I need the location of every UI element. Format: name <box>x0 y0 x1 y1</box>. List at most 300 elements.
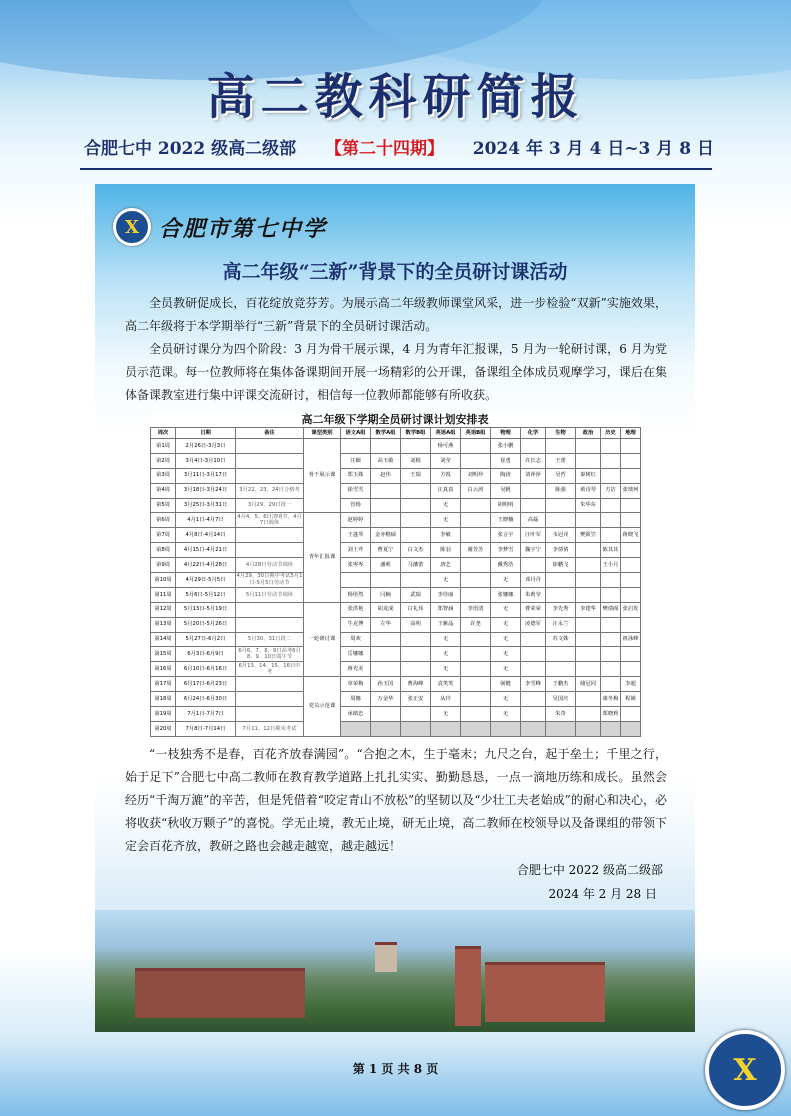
table-cell: 5月6日-5月12日 <box>176 587 236 602</box>
table-cell: 无 <box>491 707 521 722</box>
table-cell: 苏文姝 <box>546 632 576 647</box>
column-header: 课型类别 <box>304 428 341 439</box>
table-cell: 第10周 <box>151 573 176 588</box>
header-divider <box>80 168 712 170</box>
table-cell: 刘明珍 <box>461 468 491 483</box>
table-cell <box>491 721 521 736</box>
table-cell <box>621 439 641 454</box>
table-cell <box>236 677 304 692</box>
table-cell <box>341 721 371 736</box>
table-cell <box>521 558 546 573</box>
table-cell: 汪永兰 <box>546 617 576 632</box>
table-cell <box>546 439 576 454</box>
page-number: 第 1 页 共 8 页 <box>352 1062 439 1076</box>
table-row <box>151 558 641 573</box>
table-cell: 2月26日-3月3日 <box>176 439 236 454</box>
table-row <box>151 573 641 588</box>
table-cell <box>461 587 491 602</box>
table-cell <box>461 513 491 528</box>
table-cell: 凌德军 <box>521 617 546 632</box>
table-cell: 无 <box>491 647 521 662</box>
table-cell: 王小月 <box>601 558 621 573</box>
table-cell <box>371 439 401 454</box>
table-cell: 6月17日-6月23日 <box>176 677 236 692</box>
lesson-type-cell: 骨干展示课 <box>304 439 341 513</box>
table-cell <box>401 662 431 677</box>
table-cell <box>521 692 546 707</box>
table-cell: 第9周 <box>151 558 176 573</box>
table-cell: 朱莉莹 <box>521 587 546 602</box>
table-cell <box>371 513 401 528</box>
table-cell: 樊筱笠 <box>576 528 601 543</box>
table-cell: 白文杰 <box>401 543 431 558</box>
lesson-type-cell: 青年汇报课 <box>304 513 341 602</box>
column-header: 日期 <box>176 428 236 439</box>
table-cell <box>521 647 546 662</box>
table-cell: 周娜 <box>341 692 371 707</box>
table-cell <box>621 453 641 468</box>
table-cell: 4月29、30日期中考试5月1日-5月5日劳动节 <box>236 573 303 586</box>
table-cell: 李敏 <box>431 528 461 543</box>
table-cell <box>461 439 491 454</box>
table-cell: 第4周 <box>151 483 176 498</box>
table-cell: 刘莹 <box>431 453 461 468</box>
table-cell <box>546 662 576 677</box>
issue-number: 【第二十四期】 <box>324 139 444 159</box>
table-cell <box>621 513 641 528</box>
table-cell: 孙玉国 <box>371 677 401 692</box>
lesson-type-cell: 党员示范课 <box>304 677 341 737</box>
table-cell: 黄诗琴 <box>576 483 601 498</box>
table-cell <box>371 483 401 498</box>
table-row <box>151 483 641 498</box>
table-cell: 储冠同 <box>576 677 601 692</box>
table-cell <box>621 647 641 662</box>
table-cell <box>546 498 576 513</box>
table-cell: 许长志 <box>521 453 546 468</box>
table-cell <box>371 662 401 677</box>
table-cell: 从玲 <box>431 692 461 707</box>
table-cell: 6月10日-6月16日 <box>176 662 236 677</box>
table-cell: 李先秀 <box>546 602 576 617</box>
table-cell: 高玉敏 <box>371 453 401 468</box>
table-cell <box>601 528 621 543</box>
table-cell <box>236 692 304 707</box>
table-cell <box>621 617 641 632</box>
table-cell: 陈其其 <box>601 543 621 558</box>
paragraph-stages: 全员研讨课分为四个阶段：3 月为骨干展示课，4 月为青年汇报课，5 月为一轮研讨课，6 月为党员示范课。每一位教师将在集体备课期间开展一场精彩的公开课，备课组全体成员观摩学习，课后在集体备课教室进行集中评课交流研讨，相信每一位教师都能够有所收获。 <box>125 342 667 402</box>
table-cell <box>431 721 461 736</box>
table-cell: 无 <box>431 573 461 588</box>
table-cell: 6月6、7、8、9日高考6月8、9、10日端午节 <box>236 647 304 662</box>
table-cell <box>576 587 601 602</box>
table-row <box>151 543 641 558</box>
table-cell: 4月4、5、6日清明节，4月7日调休 <box>237 513 302 527</box>
table-cell: 曹夏宁 <box>371 543 401 558</box>
table-cell: 5月13日-5月19日 <box>176 602 236 617</box>
table-cell: 牛克博 <box>341 617 371 632</box>
column-header: 语文A组 <box>341 428 371 439</box>
table-row <box>151 662 641 677</box>
table-cell: 4月28日劳动节调休 <box>236 558 304 573</box>
table-cell <box>576 558 601 573</box>
table-row <box>151 647 641 662</box>
table-cell: 李语清 <box>461 602 491 617</box>
table-row <box>151 602 641 617</box>
table-cell <box>601 662 621 677</box>
table-cell: 无 <box>491 692 521 707</box>
table-cell: 郑智涵 <box>431 602 461 617</box>
table-cell: 左华 <box>371 617 401 632</box>
table-cell <box>341 573 371 588</box>
table-cell <box>461 453 491 468</box>
table-cell: 第12周 <box>151 602 176 617</box>
table-cell <box>621 468 641 483</box>
table-cell: 无 <box>491 602 521 617</box>
table-cell <box>401 528 431 543</box>
table-cell: 高明 <box>401 617 431 632</box>
newsletter-title: 高二教科研简报 <box>206 69 585 125</box>
table-cell: 赵婷婷 <box>341 513 371 528</box>
table-cell: 第11周 <box>151 587 176 602</box>
table-cell <box>546 647 576 662</box>
table-cell: 第2周 <box>151 453 176 468</box>
table-cell <box>576 453 601 468</box>
table-cell: 吴国庆 <box>546 692 576 707</box>
table-cell <box>576 573 601 588</box>
table-cell <box>341 439 371 454</box>
column-header: 物理 <box>491 428 521 439</box>
table-cell <box>576 439 601 454</box>
table-cell <box>601 721 621 736</box>
table-cell <box>401 573 431 588</box>
table-cell <box>601 513 621 528</box>
table-cell: 第13周 <box>151 617 176 632</box>
table-cell: 7月11、12日期末考试 <box>236 721 304 736</box>
school-logo <box>113 206 695 248</box>
table-cell: 3月4日-3月10日 <box>176 453 236 468</box>
table-cell <box>461 647 491 662</box>
table-cell: 第1周 <box>151 439 176 454</box>
table-cell <box>521 498 546 513</box>
table-cell: 高磊 <box>521 513 546 528</box>
article-card <box>95 184 695 1032</box>
table-cell: 张言宇 <box>491 528 521 543</box>
lesson-type-cell: 一轮研讨课 <box>304 602 341 676</box>
table-cell <box>601 498 621 513</box>
table-cell: 樊倩阁 <box>601 602 621 617</box>
table-cell <box>576 707 601 722</box>
table-cell: 白云涛 <box>461 483 491 498</box>
table-cell: 第17周 <box>151 677 176 692</box>
table-cell <box>601 573 621 588</box>
table-cell: 3月22、23、24日合格考 <box>236 483 304 498</box>
table-cell <box>461 528 491 543</box>
table-cell: 吴哲 <box>546 468 576 483</box>
table-cell <box>546 513 576 528</box>
table-row <box>151 513 641 528</box>
table-cell: 赵伟 <box>371 468 401 483</box>
table-cell: 6月24日-6月30日 <box>176 692 236 707</box>
table-cell: 李倩倩 <box>546 543 576 558</box>
table-cell: 6月3日-6月9日 <box>176 647 236 662</box>
table-title: 高二年级下学期全员研讨课计划安排表 <box>301 413 489 426</box>
table-row <box>151 587 641 602</box>
table-cell: 3月11日-3月17日 <box>176 468 236 483</box>
table-cell: 6月13、14、15、16日中考 <box>236 662 304 677</box>
table-cell <box>461 632 491 647</box>
table-cell: 曹海峰 <box>401 677 431 692</box>
table-cell: 承绪忠 <box>341 707 371 722</box>
table-cell: 周欢 <box>341 632 371 647</box>
table-cell <box>546 721 576 736</box>
table-cell: 陈羽 <box>431 543 461 558</box>
table-cell <box>576 617 601 632</box>
table-cell: 李梦雪 <box>491 543 521 558</box>
table-cell: 程娣 <box>621 692 641 707</box>
school-badge-icon: X <box>705 1030 785 1110</box>
table-cell: 唐艺 <box>431 558 461 573</box>
table-cell: 章荣梅 <box>341 677 371 692</box>
table-cell: 崔勇 <box>491 453 521 468</box>
column-header: 英语B组 <box>461 428 491 439</box>
table-cell <box>601 439 621 454</box>
table-cell <box>576 543 601 558</box>
table-cell: 蒋晓飞 <box>621 528 641 543</box>
table-cell: 胡龙成 <box>371 602 401 617</box>
table-cell: 杨彤然 <box>341 587 371 602</box>
table-cell <box>621 573 641 588</box>
table-cell <box>576 662 601 677</box>
table-cell: 张琰珂 <box>621 483 641 498</box>
table-cell: 杨可燕 <box>431 439 461 454</box>
table-cell <box>371 721 401 736</box>
table-cell: 4月15日-4月21日 <box>176 543 236 558</box>
table-cell: 邓丹丹 <box>521 573 546 588</box>
table-cell: 武瑞 <box>401 587 431 602</box>
table-cell: 陈强 <box>546 483 576 498</box>
table-cell: 张岑岑 <box>341 558 371 573</box>
table-cell: 第8周 <box>151 543 176 558</box>
table-cell: 4月29日-5月5日 <box>176 573 236 588</box>
table-cell <box>401 721 431 736</box>
table-cell <box>461 573 491 588</box>
table-cell: 张洪艳 <box>341 602 371 617</box>
table-cell: 朱华东 <box>576 498 601 513</box>
table-cell: 无 <box>491 617 521 632</box>
article-title: 高二年级“三新”背景下的全员研讨课活动 <box>222 261 568 283</box>
table-cell: 秦树红 <box>576 468 601 483</box>
issue-info <box>84 134 714 159</box>
school-seal-icon: X <box>113 208 151 246</box>
table-cell <box>521 439 546 454</box>
table-cell <box>236 707 304 722</box>
column-header: 备注 <box>236 428 304 439</box>
table-cell: 第7周 <box>151 528 176 543</box>
table-cell <box>371 647 401 662</box>
table-cell <box>461 692 491 707</box>
table-cell <box>236 528 304 543</box>
table-cell: 李超 <box>621 677 641 692</box>
table-cell <box>576 692 601 707</box>
table-cell: 谢芳芳 <box>461 543 491 558</box>
table-cell <box>371 632 401 647</box>
table-cell <box>521 632 546 647</box>
table-cell: 戴秀浩 <box>491 558 521 573</box>
table-cell <box>401 707 431 722</box>
table-cell <box>621 543 641 558</box>
table-cell: 郑晓莉 <box>601 707 621 722</box>
table-cell <box>576 513 601 528</box>
table-cell: 张小鹏 <box>491 439 521 454</box>
table-cell <box>401 483 431 498</box>
table-cell <box>576 721 601 736</box>
signature-date: 2024 年 2 月 28 日 <box>548 886 657 901</box>
column-header: 英语A组 <box>431 428 461 439</box>
table-cell: 5月11日劳动节调休 <box>236 587 304 602</box>
table-cell: 魏宇宁 <box>521 543 546 558</box>
table-row <box>151 528 641 543</box>
table-cell <box>401 439 431 454</box>
table-cell: 徐雪雪 <box>341 483 371 498</box>
table-cell <box>461 707 491 722</box>
table-header-row <box>151 428 641 439</box>
table-cell: 无 <box>491 573 521 588</box>
table-cell: 王晓楠 <box>491 513 521 528</box>
table-cell: 4月22日-4月28日 <box>176 558 236 573</box>
table-cell: 第16周 <box>151 662 176 677</box>
table-cell: 刘萍萍 <box>521 468 546 483</box>
table-cell <box>601 587 621 602</box>
table-cell: 第6周 <box>151 513 176 528</box>
table-row <box>151 677 641 692</box>
table-cell: 汪真真 <box>431 483 461 498</box>
table-cell: 方锐 <box>431 468 461 483</box>
table-cell <box>236 602 304 617</box>
table-cell <box>601 453 621 468</box>
table-cell: 岳娜娜 <box>341 647 371 662</box>
school-name: 合肥市第七中学 <box>159 215 328 242</box>
table-cell: 无 <box>431 632 461 647</box>
table-cell: 张正安 <box>401 692 431 707</box>
signature-org: 合肥七中 2022 级高二级部 <box>516 862 663 877</box>
table-cell: 刘根 <box>401 453 431 468</box>
column-header: 周次 <box>151 428 176 439</box>
table-cell: 弼健 <box>491 677 521 692</box>
table-cell <box>621 662 641 677</box>
column-header: 化学 <box>521 428 546 439</box>
table-cell: 5月20日-5月26日 <box>176 617 236 632</box>
table-cell: 闫楠 <box>371 587 401 602</box>
schedule-table <box>150 413 640 737</box>
table-cell: 无 <box>431 662 461 677</box>
table-cell: 李建华 <box>576 602 601 617</box>
table-cell <box>236 468 304 483</box>
table-cell: 第18周 <box>151 692 176 707</box>
table-cell <box>371 573 401 588</box>
table-cell <box>601 617 621 632</box>
table-cell <box>621 707 641 722</box>
table-cell: 第15周 <box>151 647 176 662</box>
table-cell <box>521 721 546 736</box>
table-cell: 徐鹏飞 <box>546 558 576 573</box>
table-cell <box>236 439 304 454</box>
table-cell: 5月27日-6月2日 <box>176 632 236 647</box>
campus-photo <box>95 910 695 1032</box>
table-cell <box>521 483 546 498</box>
table-cell: 7月1日-7月7日 <box>176 707 236 722</box>
table-cell: 5月30、31日段二 <box>236 632 304 647</box>
paragraph-closing: “一枝独秀不是春，百花齐放春满园”。“合抱之木，生于毫末；九尺之台，起于垒土；千里之行，始于足下”合肥七中高二教师在教育教学道路上扎扎实实、勤勤恳恳，一点一滴地历练和成长。虽然会经历“千淘万漉”的辛苦，但是凭借着“咬定青山不放松”的坚韧以及“少壮工夫老始成”的耐心和决心，必将收获“秋收万颗子”的喜悦。学无止境，教无止境，研无止境，高二教师在校领导以及备课组的带领下定会百花齐放，教研之路也会越走越宽，越走越远！ <box>125 746 667 853</box>
table-cell <box>621 721 641 736</box>
table-cell: 万金华 <box>371 692 401 707</box>
table-cell <box>401 513 431 528</box>
table-cell: 王蓬琴 <box>341 528 371 543</box>
table-cell: 第14周 <box>151 632 176 647</box>
table-cell <box>621 498 641 513</box>
table-cell <box>371 707 401 722</box>
table-cell: 韦冠戎 <box>546 528 576 543</box>
table-row <box>151 468 641 483</box>
table-cell <box>236 543 304 558</box>
table-cell: 3月25日-3月31日 <box>176 498 236 513</box>
table-cell <box>601 647 621 662</box>
column-header: 政治 <box>576 428 601 439</box>
table-cell <box>576 632 601 647</box>
table-cell: 第20周 <box>151 721 176 736</box>
table-cell <box>601 632 621 647</box>
table-cell: 无 <box>431 647 461 662</box>
paragraph-intro: 全员教研促成长，百花绽放竞芬芳。为展示高二年级教师课堂风采，进一步检验“双新”实施效果，高二年级将于本学期举行“三新”背景下的全员研讨课活动。 <box>125 296 667 333</box>
table-cell: 金亦楷硕 <box>371 528 401 543</box>
table-cell: 李雪峰 <box>521 677 546 692</box>
table-cell: 李佳丽 <box>431 587 461 602</box>
table-cell <box>601 468 621 483</box>
table-cell: 3月18日-3月24日 <box>176 483 236 498</box>
table-cell: 许尧 <box>461 617 491 632</box>
table-cell: 潘莉 <box>371 558 401 573</box>
table-row <box>151 692 641 707</box>
column-header: 数学A组 <box>371 428 401 439</box>
table-cell: 陶涛 <box>491 468 521 483</box>
table-cell <box>621 558 641 573</box>
table-cell: 刘士芹 <box>341 543 371 558</box>
column-header: 数学B组 <box>401 428 431 439</box>
table-cell: 3月29、29日段一 <box>236 498 304 513</box>
table-cell: 第5周 <box>151 498 176 513</box>
table-cell: 张娜娜 <box>491 587 521 602</box>
table-cell: 汪颖 <box>341 453 371 468</box>
table-row <box>151 498 641 513</box>
table-cell: 7月8日-7月14日 <box>176 721 236 736</box>
table-cell <box>236 617 304 632</box>
table-cell: 吴帆 <box>491 483 521 498</box>
table-cell <box>461 677 491 692</box>
table-cell: 胡明明 <box>491 498 521 513</box>
table-cell: 4月8日-4月14日 <box>176 528 236 543</box>
table-cell: 祖泳峰 <box>621 632 641 647</box>
table-cell: 白礼伟 <box>401 602 431 617</box>
table-cell <box>371 498 401 513</box>
table-row <box>151 453 641 468</box>
table-row <box>151 617 641 632</box>
table-row <box>151 439 641 454</box>
table-cell <box>461 662 491 677</box>
table-cell: 第19周 <box>151 707 176 722</box>
table-cell: 无 <box>431 513 461 528</box>
table-row <box>151 632 641 647</box>
table-cell <box>576 647 601 662</box>
